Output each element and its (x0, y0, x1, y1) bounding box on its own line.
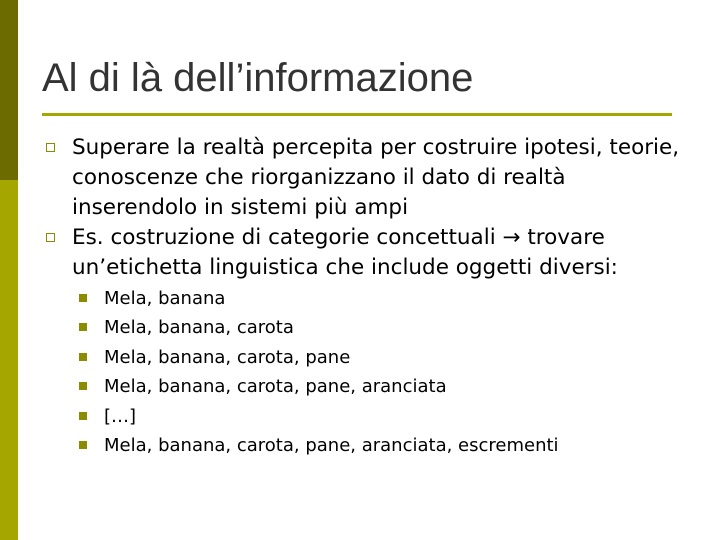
sub-bullet-text: Mela, banana, carota (104, 317, 294, 339)
sub-bullet-item (72, 402, 559, 431)
sub-bullet-text: Mela, banana (104, 288, 226, 309)
sub-bullet-item (72, 431, 559, 460)
sub-bullet-text: Mela, banana, carota, pane, aranciata, escrementi (104, 435, 559, 457)
sub-bullet-text: […] (104, 405, 137, 427)
title-underline (42, 113, 672, 116)
sub-bullet-item (72, 284, 559, 313)
hollow-square-bullet-icon (46, 143, 55, 152)
accent-bar-top (0, 0, 18, 180)
bullet-text: Superare la realtà percepita per costruire ipotesi, teorie, conoscenze che riorganizzano il dato di realtà inserendolo in sistemi più ampi (72, 135, 680, 220)
solid-square-bullet-icon (79, 382, 87, 390)
bullet-text: Es. costruzione di categorie concettuali → trovare un’etichetta linguistica che include oggetti diversi: (72, 225, 618, 280)
slide-title: Al di là dell’informazione (42, 56, 474, 100)
sub-bullet-item (72, 372, 559, 401)
solid-square-bullet-icon (79, 441, 87, 449)
bullet-list (42, 133, 692, 283)
sub-bullet-item (72, 343, 559, 372)
accent-bar-bottom (0, 180, 18, 540)
solid-square-bullet-icon (79, 294, 87, 302)
sub-bullet-list (72, 284, 559, 460)
sub-bullet-text: Mela, banana, carota, pane (104, 346, 351, 368)
bullet-item (42, 133, 692, 223)
solid-square-bullet-icon (79, 353, 87, 361)
solid-square-bullet-icon (79, 412, 87, 420)
bullet-item (42, 223, 692, 283)
sub-bullet-item (72, 313, 559, 342)
hollow-square-bullet-icon (46, 233, 55, 242)
solid-square-bullet-icon (79, 323, 87, 331)
sub-bullet-text: Mela, banana, carota, pane, aranciata (104, 376, 447, 398)
